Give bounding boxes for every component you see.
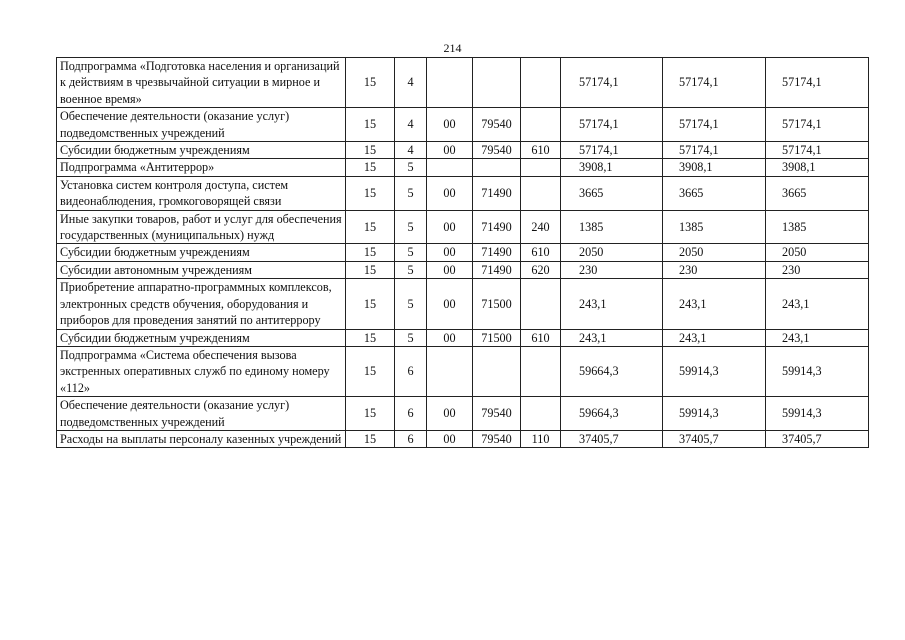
subsection-code-cell: 5 (395, 244, 427, 261)
expense-type-code-cell: 610 (521, 244, 561, 261)
amount-year3-cell: 57174,1 (766, 58, 869, 108)
row-name-cell: Подпрограмма «Подготовка населения и организаций к действиям в чрезвычайной ситуации в мирное и военное время» (57, 58, 346, 108)
budget-table (56, 57, 869, 448)
amount-year3-cell: 1385 (766, 210, 869, 244)
row-name-cell: Субсидии автономным учреждениям (57, 261, 346, 278)
amount-year3-cell: 2050 (766, 244, 869, 261)
target-article-code-cell: 71490 (473, 261, 521, 278)
amount-year1-cell: 3908,1 (561, 159, 663, 176)
amount-year3-cell: 243,1 (766, 279, 869, 329)
subsection-code-cell: 5 (395, 176, 427, 210)
row-name-cell: Установка систем контроля доступа, систем видеонаблюдения, громкоговорящей связи (57, 176, 346, 210)
row-name-cell: Расходы на выплаты персоналу казенных учреждений (57, 430, 346, 447)
table-row (57, 430, 869, 447)
expense-type-code-cell (521, 108, 561, 142)
section-code-cell: 15 (346, 108, 395, 142)
section-code-cell: 15 (346, 397, 395, 431)
budget-table-body (57, 58, 869, 448)
amount-year3-cell: 59914,3 (766, 346, 869, 396)
expense-type-code-cell (521, 176, 561, 210)
subsection-code-cell: 6 (395, 430, 427, 447)
program-code-cell: 00 (427, 430, 473, 447)
expense-type-code-cell (521, 397, 561, 431)
expense-type-code-cell: 110 (521, 430, 561, 447)
amount-year1-cell: 230 (561, 261, 663, 278)
section-code-cell: 15 (346, 430, 395, 447)
subsection-code-cell: 5 (395, 210, 427, 244)
program-code-cell: 00 (427, 261, 473, 278)
section-code-cell: 15 (346, 244, 395, 261)
row-name-cell: Субсидии бюджетным учреждениям (57, 329, 346, 346)
section-code-cell: 15 (346, 346, 395, 396)
amount-year2-cell: 37405,7 (663, 430, 766, 447)
amount-year2-cell: 230 (663, 261, 766, 278)
program-code-cell (427, 58, 473, 108)
subsection-code-cell: 6 (395, 397, 427, 431)
subsection-code-cell: 4 (395, 108, 427, 142)
amount-year2-cell: 57174,1 (663, 108, 766, 142)
row-name-cell: Обеспечение деятельности (оказание услуг) подведомственных учреждений (57, 397, 346, 431)
table-row (57, 261, 869, 278)
target-article-code-cell: 79540 (473, 430, 521, 447)
target-article-code-cell: 71490 (473, 210, 521, 244)
amount-year2-cell: 243,1 (663, 279, 766, 329)
amount-year1-cell: 37405,7 (561, 430, 663, 447)
amount-year2-cell: 3665 (663, 176, 766, 210)
section-code-cell: 15 (346, 279, 395, 329)
expense-type-code-cell (521, 346, 561, 396)
amount-year2-cell: 59914,3 (663, 397, 766, 431)
expense-type-code-cell: 620 (521, 261, 561, 278)
expense-type-code-cell (521, 279, 561, 329)
section-code-cell: 15 (346, 210, 395, 244)
row-name-cell: Обеспечение деятельности (оказание услуг) подведомственных учреждений (57, 108, 346, 142)
target-article-code-cell: 71500 (473, 329, 521, 346)
amount-year1-cell: 3665 (561, 176, 663, 210)
target-article-code-cell: 79540 (473, 142, 521, 159)
amount-year2-cell: 243,1 (663, 329, 766, 346)
target-article-code-cell: 79540 (473, 397, 521, 431)
expense-type-code-cell: 610 (521, 329, 561, 346)
amount-year1-cell: 57174,1 (561, 108, 663, 142)
program-code-cell: 00 (427, 329, 473, 346)
amount-year3-cell: 3908,1 (766, 159, 869, 176)
target-article-code-cell: 79540 (473, 108, 521, 142)
row-name-cell: Иные закупки товаров, работ и услуг для обеспечения государственных (муниципальных) нужд (57, 210, 346, 244)
amount-year2-cell: 57174,1 (663, 142, 766, 159)
subsection-code-cell: 5 (395, 261, 427, 278)
table-row (57, 346, 869, 396)
target-article-code-cell (473, 58, 521, 108)
amount-year1-cell: 57174,1 (561, 142, 663, 159)
program-code-cell (427, 159, 473, 176)
page-number: 214 (443, 41, 462, 55)
table-row (57, 397, 869, 431)
table-row (57, 108, 869, 142)
subsection-code-cell: 5 (395, 159, 427, 176)
subsection-code-cell: 5 (395, 279, 427, 329)
program-code-cell: 00 (427, 108, 473, 142)
amount-year1-cell: 59664,3 (561, 397, 663, 431)
target-article-code-cell: 71490 (473, 176, 521, 210)
amount-year1-cell: 57174,1 (561, 58, 663, 108)
section-code-cell: 15 (346, 261, 395, 278)
table-row (57, 176, 869, 210)
amount-year2-cell: 2050 (663, 244, 766, 261)
amount-year1-cell: 2050 (561, 244, 663, 261)
subsection-code-cell: 4 (395, 142, 427, 159)
section-code-cell: 15 (346, 176, 395, 210)
subsection-code-cell: 5 (395, 329, 427, 346)
section-code-cell: 15 (346, 159, 395, 176)
program-code-cell: 00 (427, 279, 473, 329)
section-code-cell: 15 (346, 58, 395, 108)
row-name-cell: Приобретение аппаратно-программных комплексов, электронных средств обучения, оборудования и приборов для проведения занятий по антитеррору (57, 279, 346, 329)
program-code-cell: 00 (427, 244, 473, 261)
table-row (57, 244, 869, 261)
section-code-cell: 15 (346, 329, 395, 346)
program-code-cell: 00 (427, 397, 473, 431)
amount-year3-cell: 230 (766, 261, 869, 278)
section-code-cell: 15 (346, 142, 395, 159)
row-name-cell: Субсидии бюджетным учреждениям (57, 244, 346, 261)
table-row (57, 58, 869, 108)
amount-year2-cell: 57174,1 (663, 58, 766, 108)
expense-type-code-cell: 240 (521, 210, 561, 244)
amount-year3-cell: 59914,3 (766, 397, 869, 431)
amount-year1-cell: 243,1 (561, 329, 663, 346)
table-row (57, 142, 869, 159)
subsection-code-cell: 6 (395, 346, 427, 396)
program-code-cell (427, 346, 473, 396)
target-article-code-cell: 71500 (473, 279, 521, 329)
row-name-cell: Субсидии бюджетным учреждениям (57, 142, 346, 159)
amount-year3-cell: 37405,7 (766, 430, 869, 447)
target-article-code-cell (473, 346, 521, 396)
amount-year1-cell: 1385 (561, 210, 663, 244)
row-name-cell: Подпрограмма «Антитеррор» (57, 159, 346, 176)
row-name-cell: Подпрограмма «Система обеспечения вызова экстренных оперативных служб по единому номеру «112» (57, 346, 346, 396)
expense-type-code-cell: 610 (521, 142, 561, 159)
amount-year3-cell: 57174,1 (766, 108, 869, 142)
program-code-cell: 00 (427, 142, 473, 159)
amount-year2-cell: 59914,3 (663, 346, 766, 396)
amount-year1-cell: 243,1 (561, 279, 663, 329)
amount-year2-cell: 3908,1 (663, 159, 766, 176)
program-code-cell: 00 (427, 176, 473, 210)
table-row (57, 210, 869, 244)
amount-year1-cell: 59664,3 (561, 346, 663, 396)
amount-year3-cell: 243,1 (766, 329, 869, 346)
expense-type-code-cell (521, 58, 561, 108)
table-row (57, 279, 869, 329)
amount-year2-cell: 1385 (663, 210, 766, 244)
table-row (57, 159, 869, 176)
expense-type-code-cell (521, 159, 561, 176)
subsection-code-cell: 4 (395, 58, 427, 108)
target-article-code-cell (473, 159, 521, 176)
amount-year3-cell: 3665 (766, 176, 869, 210)
target-article-code-cell: 71490 (473, 244, 521, 261)
program-code-cell: 00 (427, 210, 473, 244)
amount-year3-cell: 57174,1 (766, 142, 869, 159)
table-row (57, 329, 869, 346)
